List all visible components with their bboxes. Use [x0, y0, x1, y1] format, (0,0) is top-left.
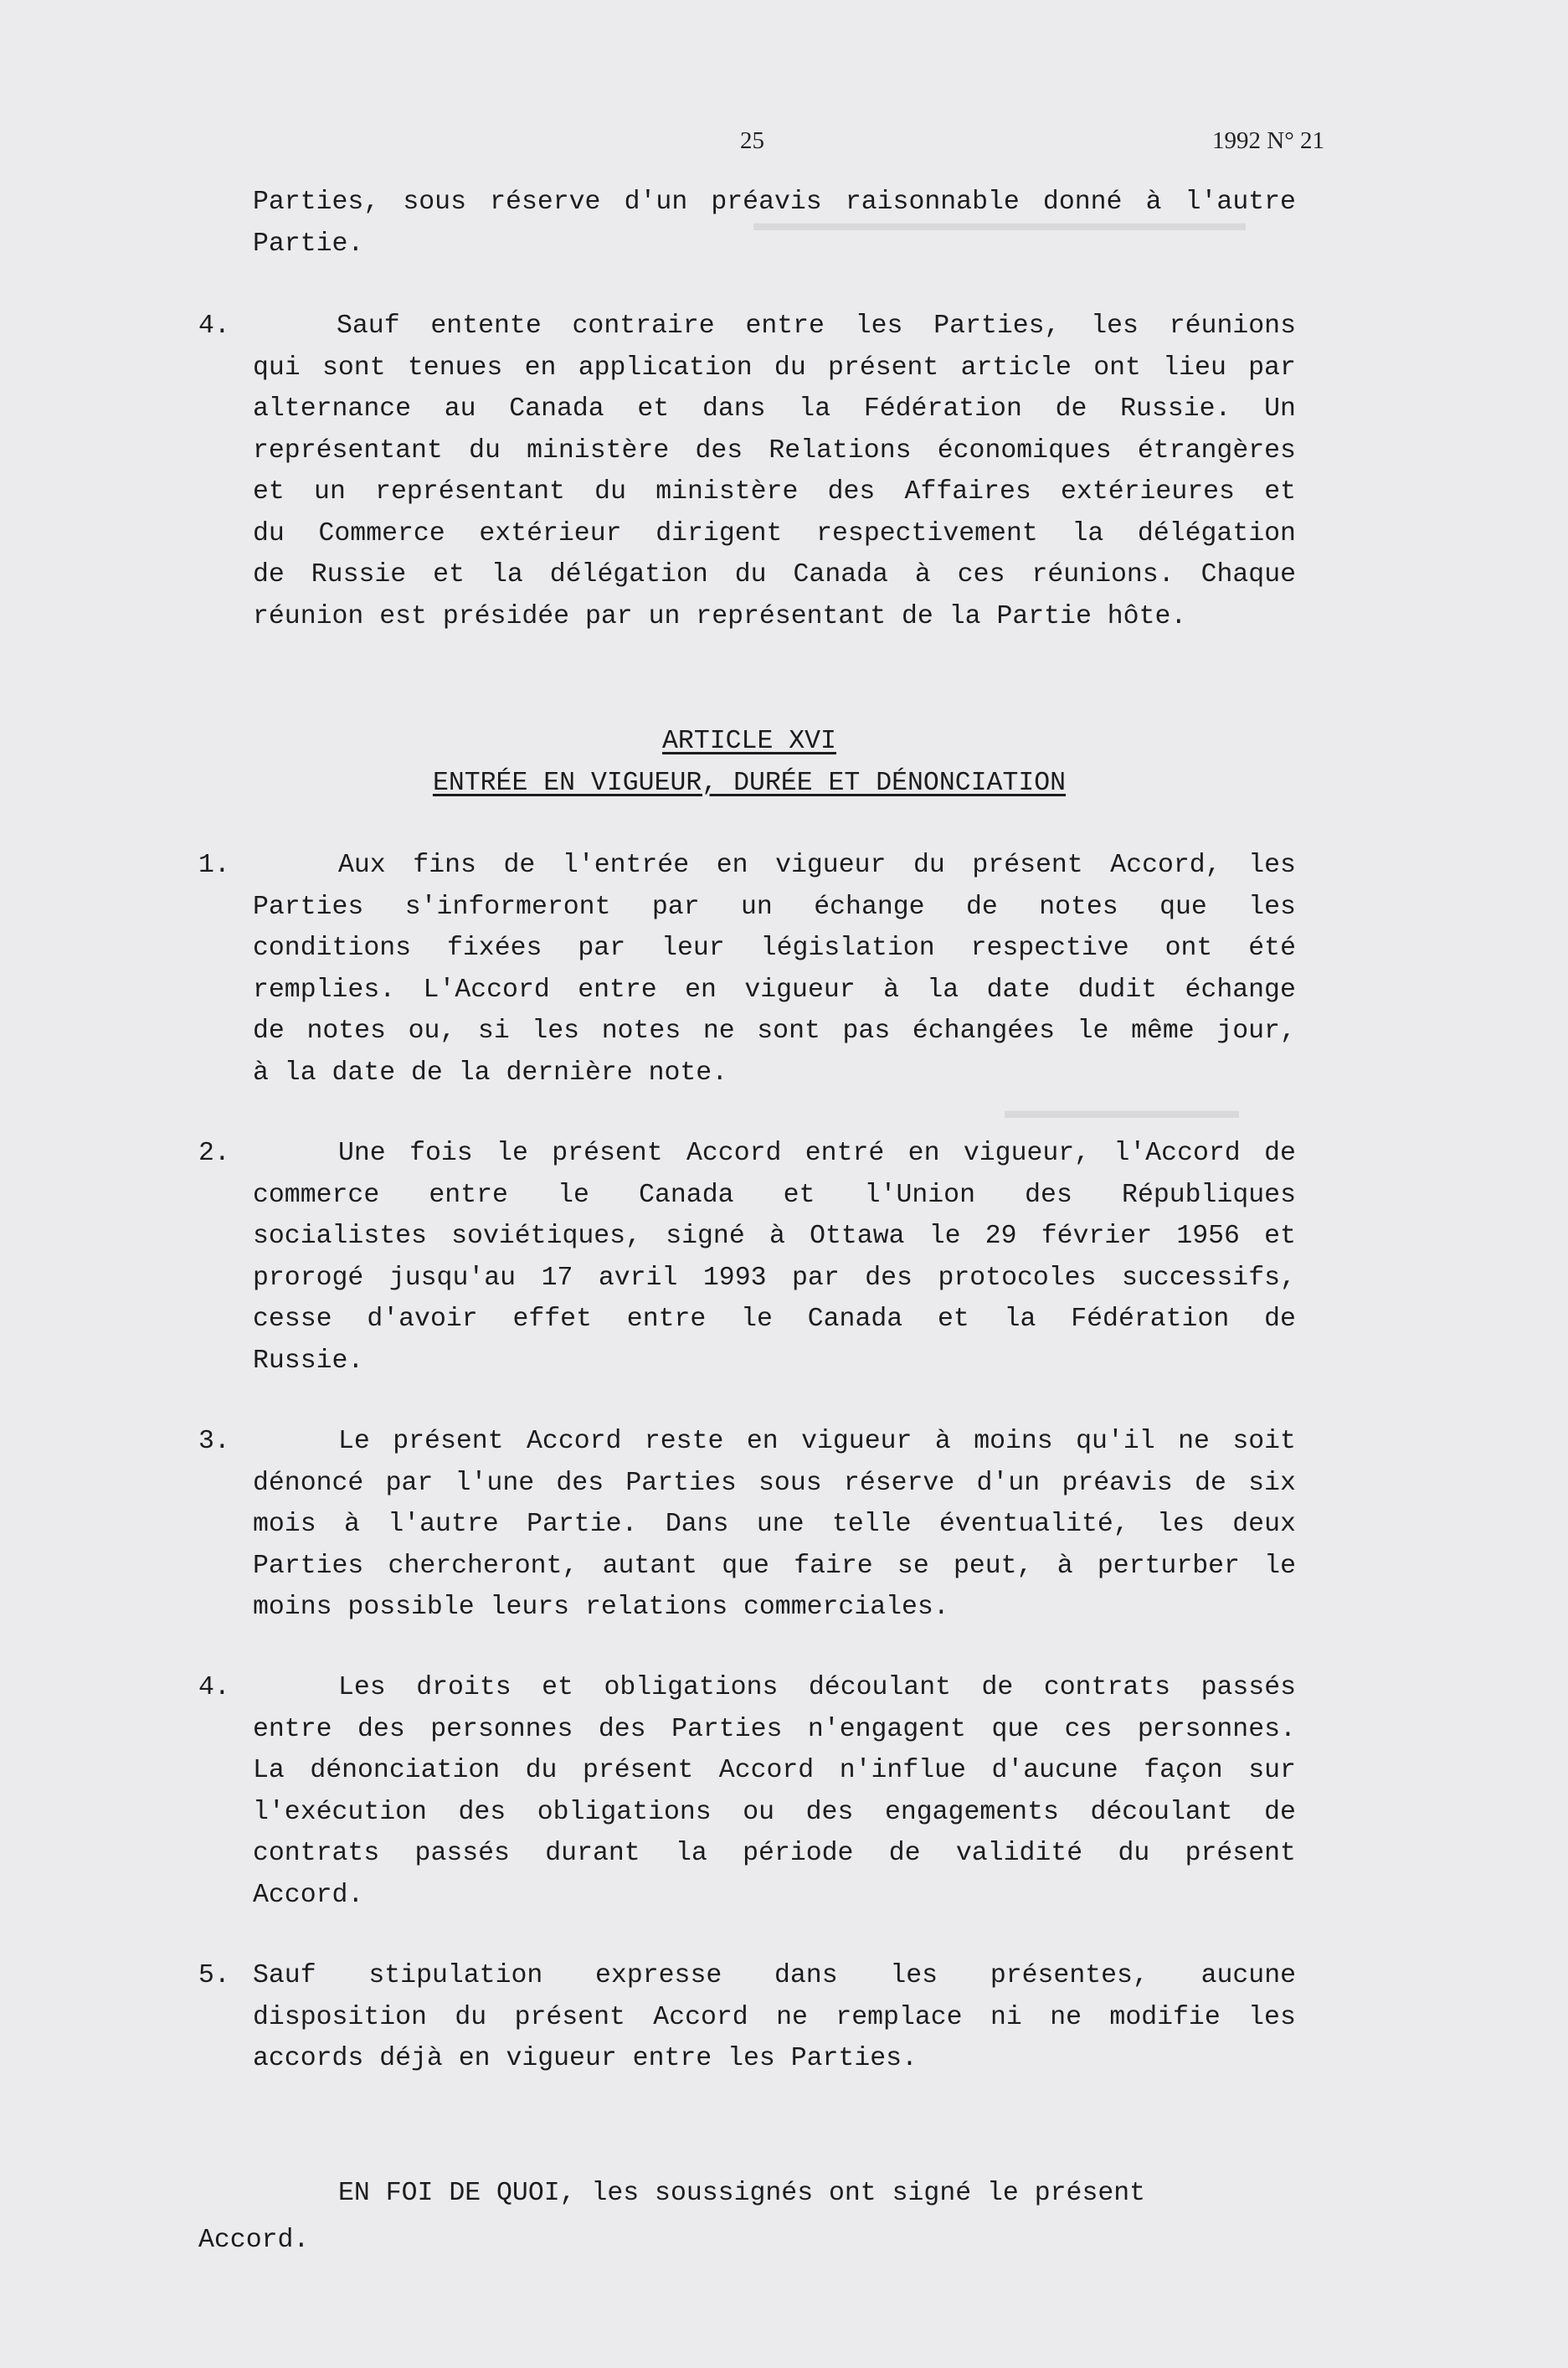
paragraph-line: alternance au Canada et dans la Fédération de Russie. Un	[253, 394, 1296, 424]
paragraph-line: Partie.	[253, 229, 364, 259]
paragraph-line: Accord.	[253, 1880, 364, 1910]
paragraph-line: Sauf stipulation expresse dans les présentes, aucune	[253, 1961, 1296, 1990]
paragraph-line: de Russie et la délégation du Canada à ces réunions. Chaque	[253, 560, 1296, 589]
article-title: ARTICLE XVI	[662, 727, 836, 756]
page-number: 25	[740, 127, 764, 154]
paragraph-line: Parties, sous réserve d'un préavis raisonnable donné à l'autre	[253, 188, 1296, 217]
paragraph-line: Aux fins de l'entrée en vigueur du présent Accord, les	[338, 851, 1296, 880]
paragraph-line: mois à l'autre Partie. Dans une telle éventualité, les deux	[253, 1510, 1296, 1539]
paragraph-number: 5.	[198, 1961, 230, 1990]
paragraph-line: entre des personnes des Parties n'engagent que ces personnes.	[253, 1714, 1296, 1744]
paragraph-line: prorogé jusqu'au 17 avril 1993 par des protocoles successifs,	[253, 1263, 1296, 1293]
paragraph-number: 1.	[198, 851, 230, 880]
paragraph-line: accords déjà en vigueur entre les Parties.	[253, 2044, 918, 2073]
paragraph-line: réunion est présidée par un représentant de la Partie hôte.	[253, 601, 1187, 631]
paragraph-number: 4.	[198, 311, 230, 341]
paragraph-line: La dénonciation du présent Accord n'influe d'aucune façon sur	[253, 1756, 1296, 1785]
paragraph-line: socialistes soviétiques, signé à Ottawa le 29 février 1956 et	[253, 1222, 1296, 1251]
paragraph-line: du Commerce extérieur dirigent respectivement la délégation	[253, 518, 1296, 548]
closing-accord: Accord.	[198, 2226, 310, 2255]
paragraph-number: 2.	[198, 1139, 230, 1168]
paragraph-line: contrats passés durant la période de validité du présent	[253, 1839, 1296, 1868]
document-reference: 1992 N° 21	[1212, 127, 1325, 154]
paragraph-line: Russie.	[253, 1346, 364, 1376]
paragraph-number: 4.	[198, 1673, 230, 1702]
paragraph-line: Une fois le présent Accord entré en vigueur, l'Accord de	[338, 1139, 1296, 1168]
paragraph-line: commerce entre le Canada et l'Union des Républiques	[253, 1180, 1296, 1210]
paragraph-line: l'exécution des obligations ou des engagements découlant de	[253, 1797, 1296, 1827]
paragraph-line: Le présent Accord reste en vigueur à moins qu'il ne soit	[338, 1427, 1296, 1456]
closing-line: EN FOI DE QUOI, les soussignés ont signé le présent	[338, 2179, 1146, 2208]
paragraph-line: disposition du présent Accord ne remplace ni ne modifie les	[253, 2002, 1296, 2032]
paragraph-line: Parties chercheront, autant que faire se peut, à perturber le	[253, 1551, 1296, 1581]
paragraph-line: Sauf entente contraire entre les Parties, les réunions	[337, 311, 1296, 341]
paragraph-line: à la date de la dernière note.	[253, 1058, 728, 1088]
paragraph-line: de notes ou, si les notes ne sont pas échangées le même jour,	[253, 1017, 1296, 1046]
paragraph-line: dénoncé par l'une des Parties sous réserve d'un préavis de six	[253, 1468, 1296, 1498]
paragraph-line: qui sont tenues en application du présent article ont lieu par	[253, 353, 1296, 383]
paragraph-line: remplies. L'Accord entre en vigueur à la date dudit échange	[253, 975, 1296, 1005]
article-subtitle: ENTRÉE EN VIGUEUR, DURÉE ET DÉNONCIATION	[432, 769, 1067, 798]
paragraph-number: 3.	[198, 1427, 230, 1456]
show-through-text: ▬▬▬▬▬▬▬▬▬▬▬▬▬▬▬▬▬▬▬▬▬	[753, 209, 1246, 235]
paragraph-line: moins possible leurs relations commerciales.	[253, 1593, 949, 1622]
paragraph-line: cesse d'avoir effet entre le Canada et la Fédération de	[253, 1305, 1296, 1334]
paragraph-line: Parties s'informeront par un échange de notes que les	[253, 892, 1296, 922]
paragraph-line: Les droits et obligations découlant de contrats passés	[338, 1673, 1296, 1702]
paragraph-line: et un représentant du ministère des Affaires extérieures et	[253, 477, 1296, 507]
show-through-text: ▬▬▬▬▬▬▬▬▬▬	[1005, 1097, 1239, 1123]
paragraph-line: conditions fixées par leur législation respective ont été	[253, 934, 1296, 963]
paragraph-line: représentant du ministère des Relations économiques étrangères	[253, 435, 1296, 466]
